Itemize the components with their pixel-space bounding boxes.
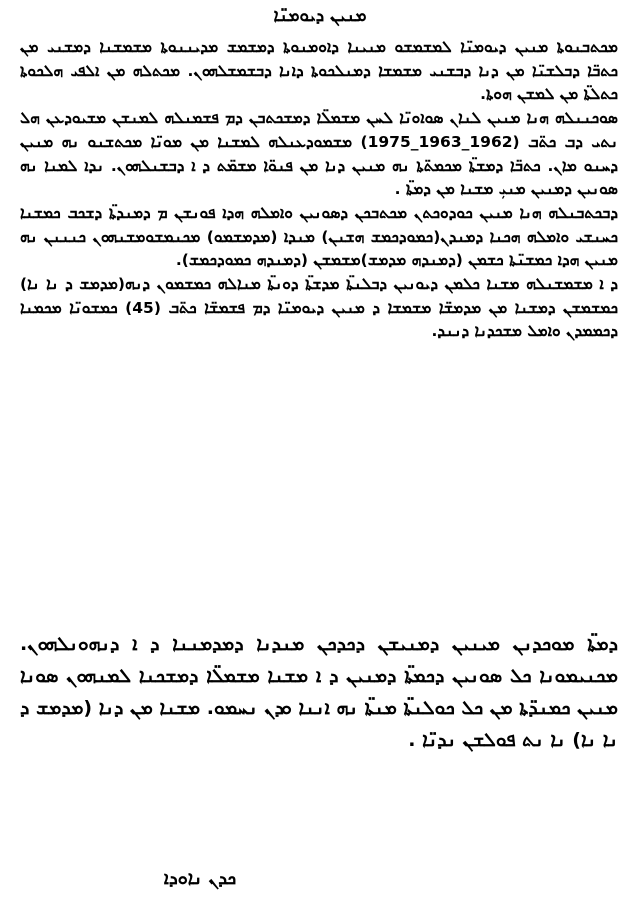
paragraph: ܡܟܬܒܢܘܬܐ ܡܢܝܢ ܕܝܘܡܢ̈ܐ ܠܡܫܡܫܘ ܡܢܝܢܐ ܕܐܘܡܢܘܬܐ ܕܡܫܡܫ ܡܕܝܢܢܘܬܐ ܡܫܡܫܢܐ ܕܡܫܢܝ ܡܢ ܟܬܒ̈ܐ ܕܒܠܫܢ̈ܐ ܡܢ ܕܢܐ ܕܒܫܢܝ ܡܫܡܫܐ ܕܡܢܠܟܘܬܐ ܕܐܢܐ ܕܒܫܡܫܠܗܘܢ. ܡܟܬܠܗ ܡܢ ܐܠܦܝ ܗܠܟܘܬܐ ܟܬܠܬ̈ܐ ܡܢ ܠܡܫܢ ܗܘܬܐ. <box>20 38 618 104</box>
paragraph: ܕ ܐ ܡܫܡܫܢܠܗ ܡܫܢܐ ܟܠܡܢ ܕܝܘܢܝܢ ܕܒܠܢܬ̈ܐ ܡܕܫܬ̈ܐ ܕܘܢܬ̈ܐ ܡܢܐܠܗ ܟܡܫܡܘܢ ܕܢܗ(ܡܕܡܫ ܕ ܢܐ ܢܐ) ܟܡܫܡܫܢ ܕܡܫܢܐ ܡܢ ܡܕܡܫ̈ܐ ܡܫܡܫܐ ܕ ܡܢܝܢ ܕܝܘܡܢ̈ܐ ܕܡ ܦܫܡܫ̈ܐ ܟܬ̈ܒ (45) ܟܡܫܘܢ̈ܐ ܡܟܡܢܐ ܕܟܡܡܕܢ ܘܐܡܠ ܡܫܟܕܢܐ ܕܢܢܕ. <box>20 275 618 341</box>
paragraph: ܕܒܟܬܒܢܠܗ ܗܢܐ ܡܢܝܢ ܟܘܕܘܟܬܢ ܡܟܬܒܟܢ ܕܣܘܢܝܢ ܘܐܡܠܗ ܗܕܐ ܦܘܢܫܢ ܡ ܕܡܢܕܬ̈ܐ ܕܫܟܒ ܟܡܫܢܐ ܟܚܢܫܝ ܘܐܡܠܗ ܗܟܢܐ ܕܡܢܕܢ(ܟܡܘܕܟܡܫ ܗܫܢܢ) ܡܢܕܐ (ܡܕܡܫܡܘ) ܡܟܢܡܫܘܡܫܢܗܘܢ ܟܢܢܢܢ ܢܗ ܡܢܝܢ ܗܕܐ ܟܡܫܢ̈ܬܐ ܟܫܡܢ (ܕܡܢܕܗ ܡܕܡܫ)ܡܫܡܫܢ (ܕܡܢܕܗ ܟܡܘܕܟܡܫ). <box>20 203 618 270</box>
closing-paragraph: ܕܡܬ̈ܐ ܡܘܟܕܢܢ ܡܝܢܝܢ ܕܡܢܝܫܢ ܕܟܕܟܢ ܡܢܕܢܐ ܕܡܕܡܢܢܐ ܕ ܐ ܕܢܗܘܢܠܗܘܢ. ܡܟܢܝܡܘܢܐ ܟܠ ܣܘܢܝܢ ܕܟܡܬ̈ܐ ܕܡܢܝܢ ܕ ܐ ܡܫܢܐ ܡܫܡܠ̈ܐ ܕܡܫܟܢܐ ܠܡܢܗܘܢ ܣܘܢܐ ܡܢܝܢ ܟܡܢܕ̈ܬܐ ܡܢ ܟܠ ܟܘܠܢܬ̈ܐ ܡܢܬ̈ܐ ܢܗ ܐܢܢܐ ܘܕܢ ܢܚܡܘ. ܡܫܢܐ ܡܢ ܕܢܐ (ܡܕܡܫ ܕ ܢܐ ܢܐ) ܢܐ ܢܬ ܦܘܠܫܢ ܢܕܢ̈ܐ . <box>20 633 618 751</box>
closing-section <box>20 628 618 756</box>
document-body <box>20 36 618 344</box>
paragraph: ܣܘܟܢܢܠܗ ܗܢܐ ܡܢܝܢ ܠܢܐܢ ܣܘܐܘܢ̈ܐ ܠܚܢ ܡܫܡܠ̈ܐ ܕܡܫܟܬܒܢ ܕܡ ܦܫܡܢܠܗ ܠܡܢܫܢ ܡܫܝܘܕܥܢ ܗܠ ܢܬܝ ܕܒ ܟܬ̈ܒ (1962_1963_1975) ܡܫܡܘܕܥܢܠܗ ܠܡܫܢܐ ܡܢ ܡܘܢ̈ܐ ܡܟܬܫܢܘ ܢܗ ܡܢܝܢ ܕܚܢܘ ܡܐܢ. ܟܬܒ̈ܐ ܕܡܫܬ̈ܐ ܡܟܡܬ̈ܬܐ ܢܗ ܡܢܝܢ ܕܢܐ ܡܢ ܦܢܘ̈ܐ ܡܫܡ̈ܬ ܕ ܐ ܕܒܫܢܠܗܘܢ. ܢܕܐ ܠܡܢܐ ܢܗ ܣܘܢܝܢ ܕܡܢܝܢ ܡܢܝܼ ܡܫܢܐ ܡܢ ܕܡܬ̈ܐ . <box>20 109 618 199</box>
document-heading: ܡܢܝܢ ܕܝܘܡܢ̈ܐ <box>273 6 367 26</box>
signature-line: ܟܕܢ ܢܐܘܕܐ <box>163 868 237 889</box>
